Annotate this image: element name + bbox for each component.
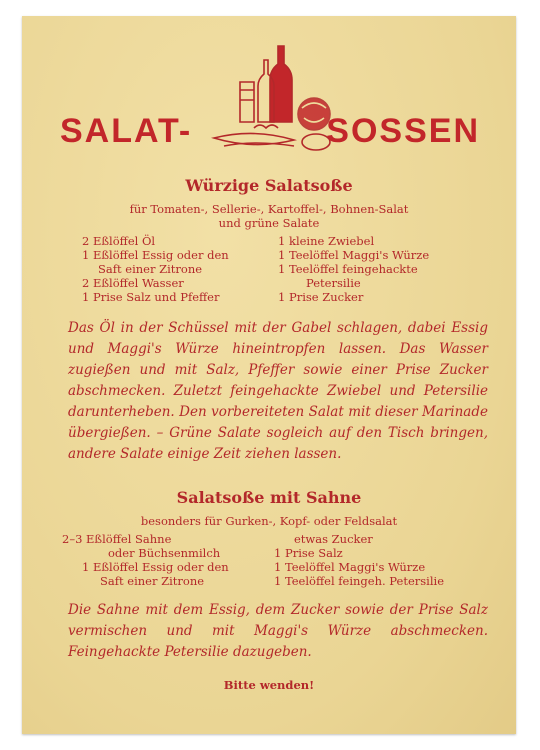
ingredient: 1 Eßlöffel Essig oder den	[82, 560, 229, 574]
recipe2-ingredients-right	[274, 532, 444, 588]
recipe2-title: Salatsoße mit Sahne	[176, 488, 362, 507]
recipe1-instructions: Das Öl in der Schüssel mit der Gabel schlagen, dabei Essig und Maggi's Würze hineintropfen lassen. Das Wasser zugießen und mit Salz, Pfeffer sowie einer Prise Zucker abschmecken. Zuletzt feingehackte Zwiebel und Petersilie darunterheben. Den vorbereiteten Salat mit dieser Marinade übergießen. – Grüne Salate sogleich auf den Tisch bringen, andere Salate einige Zeit ziehen lassen.	[68, 320, 488, 462]
ingredient: 2 Eßlöffel Öl	[82, 234, 156, 248]
ingredient: 1 Prise Salz und Pfeffer	[82, 290, 220, 304]
recipe2-instructions: Die Sahne mit dem Essig, dem Zucker sowie der Prise Salz vermischen und mit Maggi's Würze abschmecken. Feingehackte Petersilie dazugeben.	[68, 602, 488, 660]
title-right: SOSSEN	[326, 112, 480, 150]
ingredient: 1 Teelöffel Maggi's Würze	[274, 560, 426, 574]
ingredient: 2 Eßlöffel Wasser	[82, 276, 184, 290]
recipe2-subtitle: besonders für Gurken-, Kopf- oder Feldsalat	[140, 514, 398, 528]
recipe-card	[22, 16, 516, 734]
ingredient: Saft einer Zitrone	[100, 574, 205, 588]
ingredient: 1 Teelöffel feingeh. Petersilie	[274, 574, 444, 588]
recipe1-ingredients-right	[278, 234, 429, 304]
recipe1-subtitle-2: und grüne Salate	[218, 216, 320, 230]
ingredient: 2–3 Eßlöffel Sahne	[62, 532, 172, 546]
footer-note: Bitte wenden!	[223, 678, 315, 692]
ingredient: etwas Zucker	[294, 532, 373, 546]
ingredient: 1 Teelöffel feingehackte	[278, 262, 418, 276]
ingredient: 1 Prise Salz	[274, 546, 343, 560]
recipe1-subtitle-1: für Tomaten-, Sellerie-, Kartoffel-, Bohnen-Salat	[129, 202, 409, 216]
ingredient: 1 Teelöffel Maggi's Würze	[278, 248, 430, 262]
ingredient: oder Büchsenmilch	[108, 546, 221, 560]
header	[22, 112, 516, 162]
ingredient: 1 Eßlöffel Essig oder den	[82, 248, 229, 262]
recipe1-title: Würzige Salatsoße	[185, 176, 353, 195]
ingredient: 1 kleine Zwiebel	[278, 234, 375, 248]
ingredient: Saft einer Zitrone	[98, 262, 203, 276]
recipe1-ingredients-left	[82, 234, 229, 304]
title-left: SALAT-	[60, 112, 193, 150]
ingredient: 1 Prise Zucker	[278, 290, 364, 304]
ingredient: Petersilie	[306, 276, 361, 290]
recipe2-ingredients-left	[62, 532, 229, 588]
